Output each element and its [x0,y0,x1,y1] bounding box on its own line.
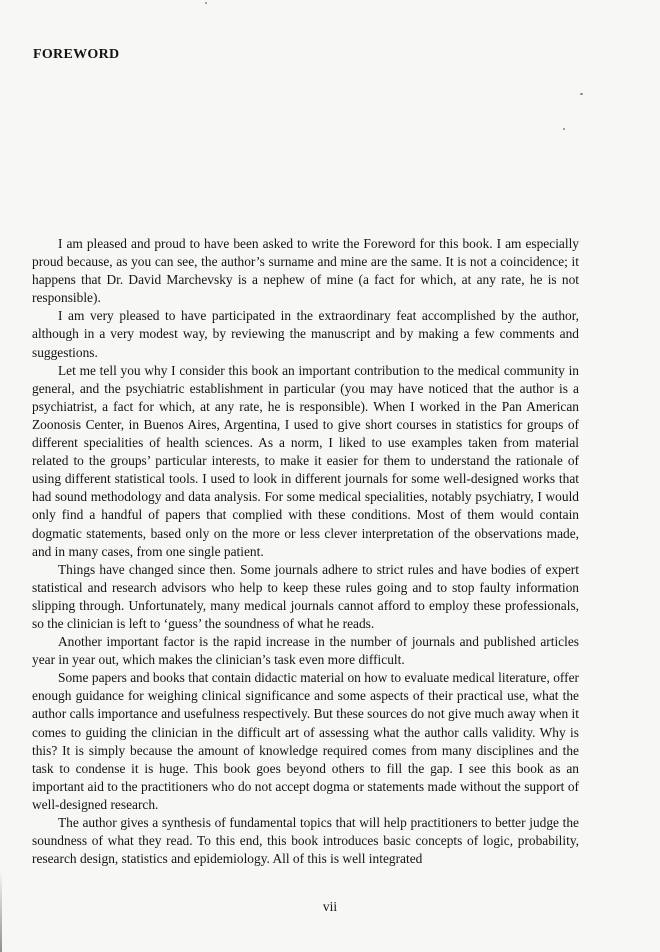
paragraph-7: The author gives a synthesis of fundamental topics that will help practitioners to better judge the soundness of what they read. To this end, this book introduces basic concepts of logic, probability, research design, statistics and epidemiology. All of this is well integrated [32,815,579,867]
binding-shadow [0,870,2,952]
scan-speck [580,93,583,95]
paragraph-2: I am very pleased to have participated in the extraordinary feat accomplished by the author, although in a very modest way, by reviewing the manuscript and by making a few comments and suggestions. [32,308,579,360]
paragraph-4: Things have changed since then. Some journals adhere to strict rules and have bodies of expert statistical and research advisors who help to keep these rules going and to stop faulty information slipping through. Unfortunately, many medical journals cannot afford to employ these professionals, so the clinician is left to ‘guess’ the soundness of what he reads. [32,561,579,631]
paragraph-5: Another important factor is the rapid increase in the number of journals and published articles year in year out, which makes the clinician’s task even more difficult. [32,634,579,668]
paragraph-3: Let me tell you why I consider this book an important contribution to the medical community in general, and the psychiatric establishment in particular (you may have noticed that the author is a psychiatrist, a fact for which, at any rate, he is responsible). When I worked in the Pan American Zoonosis Center, in Buenos Aires, Argentina, I used to give short courses in statistics for groups of different specialities of health sciences. As a norm, I liked to use examples taken from material related to the groups’ particular interests, to make it easier for them to understand the rationale of using different statistical tools. I used to look in different journals for some well-designed works that had sound methodology and data analysis. For some medical specialities, notably psychiatry, I would only find a handful of papers that complied with these conditions. Most of them would contain dogmatic statements, based only on the more or less clever interpretation of the observations made, and in many cases, from one single patient. [32,362,579,559]
page-number: vii [322,899,338,914]
paragraph-1: I am pleased and proud to have been asked to write the Foreword for this book. I am especially proud because, as you can see, the author’s surname and mine are the same. It is not a coincidence; it happens that Dr. David Marchevsky is a nephew of mine (a fact for which, at any rate, he is not responsible). [32,236,579,306]
scan-speck [563,128,565,130]
scan-speck [205,2,207,4]
page-heading: FOREWORD [33,47,120,62]
foreword-body [32,235,579,868]
paragraph-6: Some papers and books that contain didactic material on how to evaluate medical literature, offer enough guidance for weighing clinical significance and some aspects of their practical use, what the author calls importance and usefulness respectively. But these sources do not give much away when it comes to guiding the clinician in the difficult art of assessing what the author calls validity. Why is this? It is simply because the amount of knowledge required comes from many disciplines and the task to condense it is huge. This book goes beyond others to fill the gap. I see this book as an important aid to the practitioners who do not accept dogma or statements made without the support of well-designed research. [32,670,579,812]
